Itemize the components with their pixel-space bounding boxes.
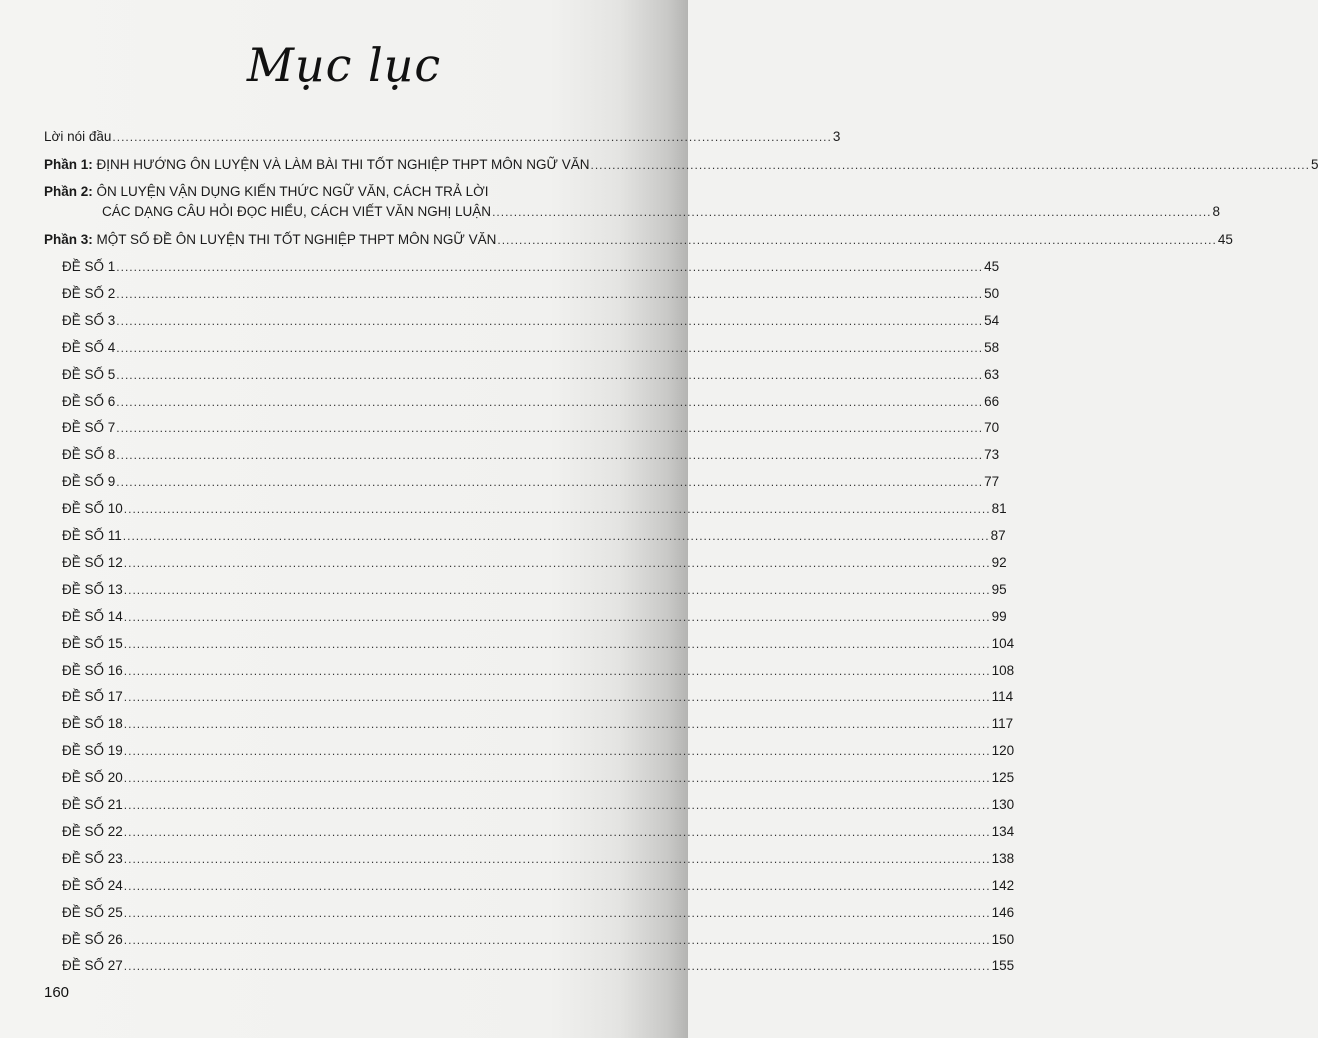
- toc-entry-page: 45: [1217, 232, 1233, 247]
- leader-dots: ........................................................................................................................................................................................................: [123, 932, 991, 947]
- toc-entry-label: ĐỀ SỐ 5: [62, 366, 116, 382]
- leader-dots: ........................................................................................................................................................................................................: [116, 475, 984, 490]
- toc-entry-label: ĐỀ SỐ 4: [62, 339, 116, 355]
- leader-dots: ........................................................................................................................................................................................................: [123, 771, 991, 786]
- toc-entry-label: ĐỀ SỐ 14: [62, 608, 123, 624]
- leader-dots: ......................................................................................................................................................................: [492, 205, 1212, 219]
- toc-entry-page: 99: [991, 608, 1007, 624]
- leader-dots: ........................................................................................................................................................................................................: [116, 260, 984, 274]
- toc-entry-label: ĐỀ SỐ 13: [62, 581, 123, 597]
- toc-entry-label: ĐỀ SỐ 17: [62, 689, 123, 705]
- toc-entry-label: ĐỀ SỐ 24: [62, 877, 123, 893]
- toc-entry-page: 95: [991, 581, 1007, 597]
- toc-entry-page: 77: [984, 474, 1000, 490]
- toc-entry-exam[interactable]: [62, 877, 1015, 895]
- leader-dots: ......................................................................................................................................................................: [112, 130, 832, 144]
- toc-entry-page: 3: [832, 129, 841, 144]
- toc-entry-page: 81: [991, 501, 1007, 517]
- leader-dots: ........................................................................................................................................................................................................: [123, 555, 991, 570]
- toc-entry-exam[interactable]: [62, 554, 1007, 572]
- toc-entry-label: ĐỀ SỐ 15: [62, 635, 123, 651]
- leader-dots: ........................................................................................................................................................................................................: [123, 798, 991, 812]
- leader-dots: ........................................................................................................................................................................................................: [123, 905, 991, 920]
- toc-entry-page: 125: [991, 770, 1015, 786]
- part-prefix: Phần 1:: [44, 157, 93, 172]
- toc-entry-page: 70: [984, 420, 1000, 436]
- toc-entry-label: [44, 231, 496, 249]
- leader-dots: ........................................................................................................................................................................................................: [123, 609, 991, 624]
- toc-entry-page: 108: [991, 662, 1015, 678]
- toc-entry-label: ĐỀ SỐ 9: [62, 474, 116, 490]
- toc-entry-label: ĐỀ SỐ 25: [62, 904, 123, 920]
- toc-entry-page: 63: [984, 366, 1000, 382]
- toc-entry-page: 155: [991, 958, 1015, 974]
- leader-dots: ......................................................................................................................................................................: [497, 233, 1217, 247]
- toc-entry-page: 50: [984, 285, 1000, 301]
- toc-entry-label: ĐỀ SỐ 18: [62, 716, 123, 732]
- toc-entry-exam[interactable]: [62, 904, 1015, 922]
- toc-entry-exam[interactable]: [62, 500, 1007, 518]
- toc-entry-exam[interactable]: [62, 957, 1015, 975]
- toc-entry-label: ĐỀ SỐ 19: [62, 743, 123, 759]
- toc-entry-exam[interactable]: [62, 446, 1000, 464]
- leader-dots: ......................................................................................................................................................................: [590, 158, 1310, 172]
- toc-entry-label: ĐỀ SỐ 3: [62, 312, 116, 328]
- toc-entry-label: ĐỀ SỐ 23: [62, 850, 123, 866]
- toc-entry-exam[interactable]: [62, 312, 1000, 330]
- page-number: 160: [44, 984, 70, 1001]
- toc-entry-label: ĐỀ SỐ 6: [62, 393, 116, 409]
- toc-entry-label: ĐỀ SỐ 21: [62, 797, 123, 812]
- toc-entry-exam[interactable]: [62, 931, 1015, 949]
- toc-entry-exam[interactable]: [62, 581, 1007, 599]
- toc-entry-label: ĐỀ SỐ 7: [62, 420, 116, 436]
- toc-entry-label: ĐỀ SỐ 27: [62, 958, 123, 974]
- toc-entry-exam[interactable]: [62, 393, 1000, 411]
- leader-dots: ........................................................................................................................................................................................................: [116, 367, 984, 382]
- toc-entry-exam[interactable]: [62, 285, 1000, 303]
- toc-entry-page: 120: [991, 743, 1015, 759]
- toc-entry-label: [44, 183, 488, 201]
- toc-entry-label: ĐỀ SỐ 22: [62, 823, 123, 839]
- toc-entry-label: ĐỀ SỐ 12: [62, 554, 123, 570]
- toc-entry-exam[interactable]: [62, 339, 1000, 357]
- toc-entry-exam[interactable]: [62, 796, 1015, 814]
- toc-entry-exam[interactable]: [62, 473, 1000, 491]
- toc-entry-exam[interactable]: [62, 769, 1015, 787]
- toc-entry-exam[interactable]: [62, 850, 1015, 868]
- leader-dots: ........................................................................................................................................................................................................: [116, 340, 984, 355]
- toc-entry-label: ĐỀ SỐ 20: [62, 770, 123, 786]
- part-title: ÔN LUYỆN VẬN DỤNG KIẾN THỨC NGỮ VĂN, CÁCH TRẢ LỜI: [96, 184, 489, 199]
- leader-dots: ........................................................................................................................................................................................................: [123, 744, 991, 759]
- toc-entry-exam[interactable]: [62, 419, 1000, 437]
- toc-entry-page: 134: [991, 823, 1015, 839]
- toc-entry-part-2-continued[interactable]: [102, 203, 1221, 221]
- leader-dots: ........................................................................................................................................................................................................: [116, 448, 984, 463]
- toc-entry-label: [44, 156, 590, 174]
- toc-entry-page: 117: [991, 716, 1014, 732]
- toc-entry-part-2[interactable]: [44, 183, 672, 201]
- toc-entry-page: 92: [991, 554, 1007, 570]
- toc-entry-part-3[interactable]: [44, 231, 1233, 249]
- leader-dots: ........................................................................................................................................................................................................: [116, 313, 984, 328]
- part-title: ĐỊNH HƯỚNG ÔN LUYỆN VÀ LÀM BÀI THI TỐT NGHIỆP THPT MÔN NGỮ VĂN: [96, 157, 590, 172]
- leader-dots: ........................................................................................................................................................................................................: [123, 636, 991, 651]
- toc-entry-page: 87: [990, 528, 1006, 543]
- toc-entry-label: ĐỀ SỐ 10: [62, 501, 123, 517]
- toc-entry-exam[interactable]: [62, 527, 1006, 545]
- toc-entry-exam[interactable]: [62, 715, 1014, 733]
- toc-entry-exam[interactable]: [62, 366, 1000, 384]
- leader-dots: ........................................................................................................................................................................................................: [123, 851, 991, 866]
- toc-entry-page: 146: [991, 904, 1015, 920]
- part-prefix: Phần 3:: [44, 232, 93, 247]
- part-prefix: Phần 2:: [44, 184, 93, 199]
- part-title: MỘT SỐ ĐỀ ÔN LUYỆN THI TỐT NGHIỆP THPT MÔN NGỮ VĂN: [96, 232, 497, 247]
- toc-entry-exam[interactable]: [62, 823, 1015, 841]
- toc-entry-page: 150: [991, 931, 1015, 947]
- toc-entry-page: 45: [984, 259, 1000, 274]
- leader-dots: ........................................................................................................................................................................................................: [123, 502, 991, 517]
- leader-dots: ........................................................................................................................................................................................................: [123, 959, 991, 974]
- leader-dots: ........................................................................................................................................................................................................: [123, 582, 991, 597]
- toc-entry-exam[interactable]: [62, 662, 1015, 680]
- toc-entry-exam[interactable]: [62, 258, 1000, 276]
- toc-entry-page: 5: [1310, 157, 1318, 172]
- toc-entry-intro[interactable]: [44, 128, 841, 146]
- toc-entry-label: ĐỀ SỐ 16: [62, 662, 123, 678]
- toc-entry-exam[interactable]: [62, 608, 1007, 626]
- toc-entry-page: 130: [991, 797, 1015, 812]
- toc-entry-page: 73: [984, 447, 1000, 463]
- leader-dots: ........................................................................................................................................................................................................: [116, 421, 984, 436]
- toc-entry-page: 104: [991, 635, 1015, 651]
- toc-entry-page: 58: [984, 339, 1000, 355]
- toc-entry-label: ĐỀ SỐ 26: [62, 931, 123, 947]
- toc-entry-part-1[interactable]: [44, 156, 1318, 174]
- leader-dots: ........................................................................................................................................................................................................: [123, 878, 991, 893]
- leader-dots: ........................................................................................................................................................................................................: [123, 663, 991, 678]
- toc-entry-page: 142: [991, 877, 1015, 893]
- toc-entry-label: ĐỀ SỐ 2: [62, 285, 116, 301]
- toc-entry-exam[interactable]: [62, 635, 1015, 653]
- leader-dots: ........................................................................................................................................................................................................: [123, 690, 991, 705]
- toc-entry-page: 66: [984, 393, 1000, 409]
- page-title: Mục lục: [246, 38, 442, 92]
- toc-entry-page: 114: [991, 689, 1014, 705]
- part-title-continued: CÁC DẠNG CÂU HỎI ĐỌC HIỂU, CÁCH VIẾT VĂN NGHỊ LUẬN: [102, 204, 492, 219]
- toc-entry-label: ĐỀ SỐ 1: [62, 259, 116, 274]
- toc-entry-label: ĐỀ SỐ 11: [62, 528, 122, 543]
- toc-entry-label: Lời nói đầu: [44, 129, 112, 144]
- toc-entry-label: ĐỀ SỐ 8: [62, 447, 116, 463]
- leader-dots: ........................................................................................................................................................................................................: [116, 286, 984, 301]
- toc-entry-page: 8: [1212, 204, 1221, 219]
- leader-dots: ........................................................................................................................................................................................................: [116, 394, 984, 409]
- toc-entry-page: 54: [984, 312, 1000, 328]
- leader-dots: ........................................................................................................................................................................................................: [122, 529, 990, 543]
- leader-dots: ........................................................................................................................................................................................................: [123, 824, 991, 839]
- toc-entry-exam[interactable]: [62, 742, 1015, 760]
- leader-dots: ........................................................................................................................................................................................................: [123, 717, 991, 732]
- toc-entry-page: 138: [991, 850, 1015, 866]
- toc-entry-exam[interactable]: [62, 688, 1014, 706]
